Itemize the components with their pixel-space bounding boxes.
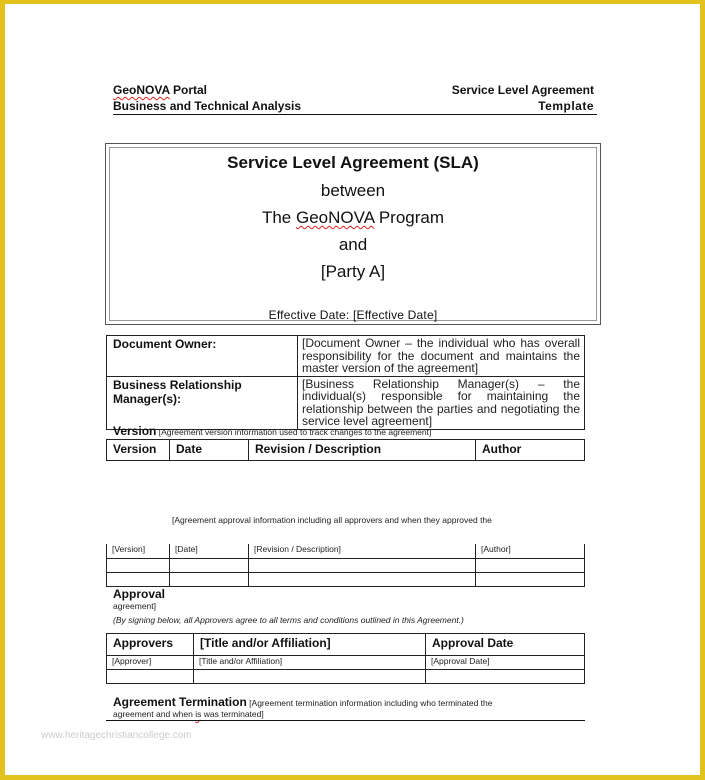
brm-desc: [Business Relationship Manager(s) – the individual(s) responsible for maintaining the relationship between the parties and negotiating the service level agreement]	[298, 376, 585, 429]
termination-note: [Agreement termination information including who terminated the	[246, 698, 493, 708]
effective-date	[110, 308, 596, 322]
brand-name: GeoNOVA	[113, 83, 170, 97]
version-heading-text: Version	[113, 424, 157, 438]
approvers-table	[106, 633, 585, 684]
owner-desc: [Document Owner – the individual who has overall responsibility for the document and maintains the master version of the agreement]	[298, 336, 585, 377]
termination-note2-pre: agreement and when	[113, 709, 196, 719]
empty-cell	[476, 558, 585, 572]
title-line5: [Party A]	[320, 262, 386, 281]
title-line3-post: Program	[374, 208, 445, 227]
title-line4: and	[338, 235, 368, 254]
version-rows-table	[106, 544, 585, 587]
empty-cell	[170, 572, 249, 586]
owner-table	[106, 335, 585, 430]
termination-note2-is: is	[195, 709, 202, 719]
header-right-line2: Template	[538, 99, 594, 113]
empty-cell	[107, 670, 194, 684]
title-box	[105, 143, 601, 325]
version-heading	[113, 424, 431, 438]
termination-heading-text: Agreement Termination	[113, 695, 247, 709]
header-rule	[113, 114, 597, 115]
col-approval-date: Approval Date	[426, 634, 585, 656]
empty-cell	[107, 558, 170, 572]
approvers-header-row	[107, 634, 585, 656]
empty-cell	[107, 572, 170, 586]
version-placeholder: [Version]	[107, 544, 170, 558]
col-approvers: Approvers	[107, 634, 194, 656]
approval-info-note: [Agreement approval information including all approvers and when they approved the	[172, 515, 492, 525]
title-line1: Service Level Agreement (SLA)	[227, 153, 479, 172]
col-title-affiliation: [Title and/or Affiliation]	[194, 634, 426, 656]
header-right-line1: Service Level Agreement	[451, 83, 594, 97]
empty-cell	[476, 572, 585, 586]
header-portal-text: Portal	[169, 83, 208, 97]
termination-note-line2	[113, 709, 264, 719]
approval-date-placeholder: [Approval Date]	[426, 656, 585, 670]
col-revision: Revision / Description	[249, 440, 476, 461]
owner-label: Document Owner:	[107, 336, 298, 377]
empty-cell	[249, 572, 476, 586]
empty-cell	[194, 670, 426, 684]
brm-label: Business Relationship Manager(s):	[107, 376, 298, 429]
effective-date-label: Effective Date:	[268, 308, 350, 322]
table-row	[107, 558, 585, 572]
termination-heading	[113, 695, 493, 709]
owner-row	[107, 336, 585, 377]
watermark: www.heritagechristiancollege.com	[41, 730, 192, 741]
title-box-inner	[109, 147, 597, 321]
table-row	[107, 670, 585, 684]
title-line3-pre: The	[261, 208, 296, 227]
table-row	[107, 656, 585, 670]
revision-placeholder: [Revision / Description]	[249, 544, 476, 558]
empty-cell	[170, 558, 249, 572]
col-author: Author	[476, 440, 585, 461]
document-page	[5, 4, 700, 775]
title-line2: between	[320, 181, 386, 200]
table-row	[107, 544, 585, 558]
date-placeholder: [Date]	[170, 544, 249, 558]
author-placeholder: [Author]	[476, 544, 585, 558]
col-date: Date	[170, 440, 249, 461]
col-version: Version	[107, 440, 170, 461]
version-table	[106, 439, 585, 461]
version-header-row	[107, 440, 585, 461]
termination-note2-post: was terminated]	[201, 709, 264, 719]
signing-note: (By signing below, all Approvers agree to all terms and conditions outlined in this Agreement.)	[113, 615, 464, 625]
approver-placeholder: [Approver]	[107, 656, 194, 670]
table-row	[107, 572, 585, 586]
approval-heading: Approval	[113, 587, 166, 601]
title-placeholder: [Title and/or Affiliation]	[194, 656, 426, 670]
header-left-line2: Business and Technical Analysis	[113, 99, 302, 113]
version-note: [Agreement version information used to track changes to the agreement]	[156, 427, 432, 437]
effective-date-value: [Effective Date]	[349, 308, 438, 322]
termination-rule	[106, 720, 585, 721]
title-line3	[110, 207, 596, 229]
header-left-line1	[113, 82, 207, 98]
empty-cell	[426, 670, 585, 684]
brm-row	[107, 376, 585, 429]
empty-cell	[249, 558, 476, 572]
title-line3-brand: GeoNOVA	[295, 208, 375, 227]
approval-heading-note: agreement]	[113, 601, 156, 611]
